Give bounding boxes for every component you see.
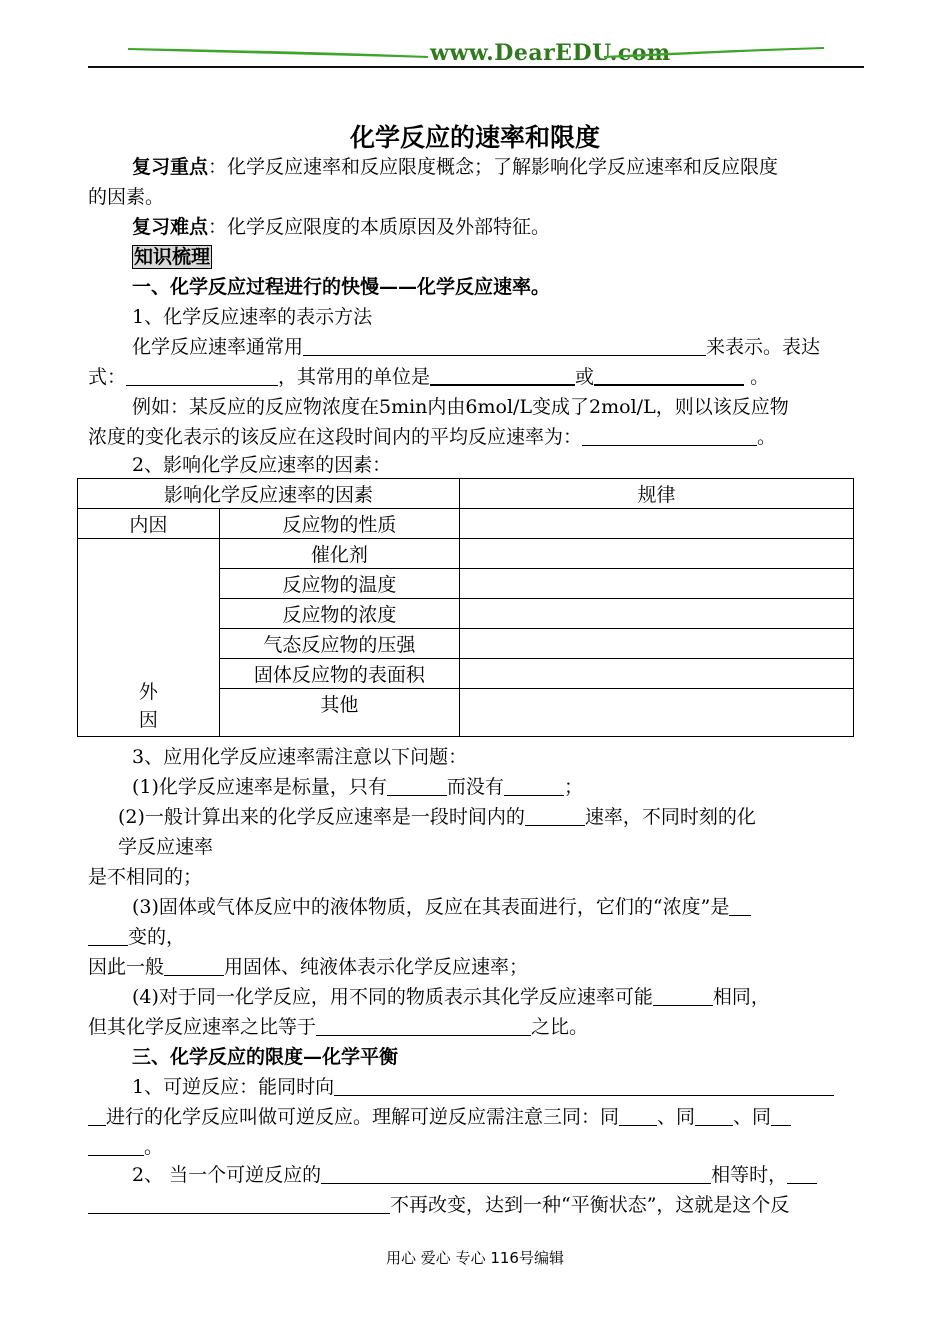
outer-label [78,539,220,737]
note-4-cont [88,1012,588,1042]
blank [387,775,447,796]
factors-table [77,478,854,737]
blank [504,775,564,796]
rule-cell [460,689,854,737]
document-title: 化学反应的速率和限度 [349,123,600,152]
section-1-heading: 一、化学反应过程进行的快慢——化学反应速率。 [132,276,551,298]
header-factor: 影响化学反应速率的因素 [78,479,460,509]
blank [126,365,278,386]
focus-text: ：化学反应速率和反应限度概念；了解影响化学反应速率和反应限度 [208,156,779,178]
note-4 [132,982,770,1012]
note-3-text-c: 因此一般 [88,956,165,978]
s1-p3-text: 式： [88,366,127,388]
site-logo: www.DearEDU.com [430,40,671,66]
note-3 [132,892,751,922]
left-swoosh-decoration [128,46,428,58]
note-1-end: ； [563,776,583,798]
inner-item: 反应物的性质 [219,509,459,539]
s1-p3-end: 。 [744,366,770,388]
blank [787,1163,817,1184]
page-footer: 用心 爱心 专心 116号编辑 [386,1249,564,1267]
note-2 [118,802,756,832]
review-difficulty [132,212,550,242]
note-2-end: 是不相同的； [88,866,203,888]
s3-heading: 3、应用化学反应速率需注意以下问题： [132,746,468,768]
s1-p2-text: 化学反应速率通常用 [132,336,304,358]
outer-item: 固体反应物的表面积 [219,659,459,689]
outer-item: 气态反应物的压强 [219,629,459,659]
reversible-1-end [88,1132,163,1162]
blank [695,1105,733,1126]
note-3-text-d: 用固体、纯液体表示化学反应速率； [224,956,529,978]
reversible-2-text-c: 不再改变，达到一种“平衡状态”，这就是这个反 [390,1194,790,1216]
s1-example-end: 。 [757,426,777,448]
s1-item-1: 1、化学反应速率的表示方法 [132,306,373,328]
rule-cell [460,659,854,689]
outer-item: 反应物的浓度 [219,599,459,629]
s1-p3-or: 或 [575,366,595,388]
blank [164,955,224,976]
rule-cell [460,539,854,569]
header-rule [88,66,864,68]
s1-example-text: 浓度的变化表示的该反应在这段时间内的平均反应速率为： [88,426,583,448]
reversible-2-text-b: 相等时， [711,1164,788,1186]
reversible-1-text: 1、可逆反应：能同时向 [132,1076,335,1098]
blank [334,1075,834,1096]
blank [321,1163,711,1184]
outer-item: 反应物的温度 [219,569,459,599]
reversible-1-end-text: 。 [144,1136,164,1158]
blank [88,1193,390,1214]
note-3-cont [88,922,185,952]
reversible-1 [132,1072,834,1102]
reversible-1-text-c: 、同 [657,1106,696,1128]
reversible-2 [132,1160,817,1190]
note-4-end: 之比。 [531,1016,589,1038]
difficulty-text: ：化学反应限度的本质原因及外部特征。 [208,216,551,238]
note-4-text-b: 相同， [712,986,770,1008]
reversible-2-cont [88,1190,789,1220]
note-1-text-b: 而没有 [446,776,504,798]
focus-label: 复习重点 [132,156,209,178]
s1-item-3: 2、影响化学反应速率的因素： [132,454,392,476]
s1-item-2-cont [88,362,769,392]
note-2-text: (2)一般计算出来的化学反应速率是一段时间内的 [118,806,525,828]
reversible-1-text-d: 、同 [733,1106,772,1128]
header-rule: 规律 [460,479,854,509]
table-header-row [78,479,854,509]
s1-p2-text-end: 来表示。表达 [706,336,821,358]
outer-label-2: 因 [138,709,158,731]
section-tag-line [132,242,212,272]
blank [771,1105,791,1126]
blank [582,425,757,446]
outer-item: 其他 [219,689,459,737]
section-tag: 知识梳理 [134,246,211,268]
blank [729,895,751,916]
outer-item: 催化剂 [219,539,459,569]
reversible-1-cont [88,1102,791,1132]
note-1 [132,772,583,802]
s1-item-2 [132,332,820,362]
blank [525,805,585,826]
s1-p3-unit-text: ，其常用的单位是 [278,366,431,388]
note-3-text-b: 变的， [128,926,186,948]
table-row [78,539,854,569]
reversible-1-text-b: 进行的化学反应叫做可逆反应。理解可逆反应需注意三同：同 [106,1106,620,1128]
rule-cell [460,599,854,629]
rule-cell [460,569,854,599]
rule-cell [460,509,854,539]
table-row [78,509,854,539]
s1-example: 例如：某反应的反应物浓度在5min内由6mol/L变成了2mol/L，则以该反应物 [132,396,789,418]
blank [88,1105,106,1126]
inner-label: 内因 [78,509,220,539]
outer-label-1: 外 [138,681,158,703]
blank [594,364,744,386]
blank [88,1135,144,1156]
blank [430,364,575,386]
reversible-2-text: 2、 当一个可逆反应的 [132,1164,322,1186]
blank [303,335,706,356]
note-2-text-b: 速率，不同时刻的化 [584,806,756,828]
review-focus-cont: 的因素。 [88,186,165,208]
blank [316,1015,531,1036]
page-header [88,36,864,70]
blank [619,1105,657,1126]
review-focus [132,152,778,182]
note-4-text: (4)对于同一化学反应，用不同的物质表示其化学反应速率可能 [132,986,653,1008]
s1-example-cont [88,422,776,452]
note-1-text: (1)化学反应速率是标量，只有 [132,776,387,798]
right-swoosh-decoration [604,46,824,58]
note-3-text: (3)固体或气体反应中的液体物质，反应在其表面进行，它们的“浓度”是 [132,896,730,918]
blank [653,985,713,1006]
note-4-text-c: 但其化学反应速率之比等于 [88,1016,317,1038]
difficulty-label: 复习难点 [132,216,209,238]
note-2-cont: 学反应速率 [118,836,214,858]
equilibrium-heading: 三、化学反应的限度—化学平衡 [132,1046,399,1068]
note-3-end [88,952,528,982]
rule-cell [460,629,854,659]
blank [88,925,128,946]
